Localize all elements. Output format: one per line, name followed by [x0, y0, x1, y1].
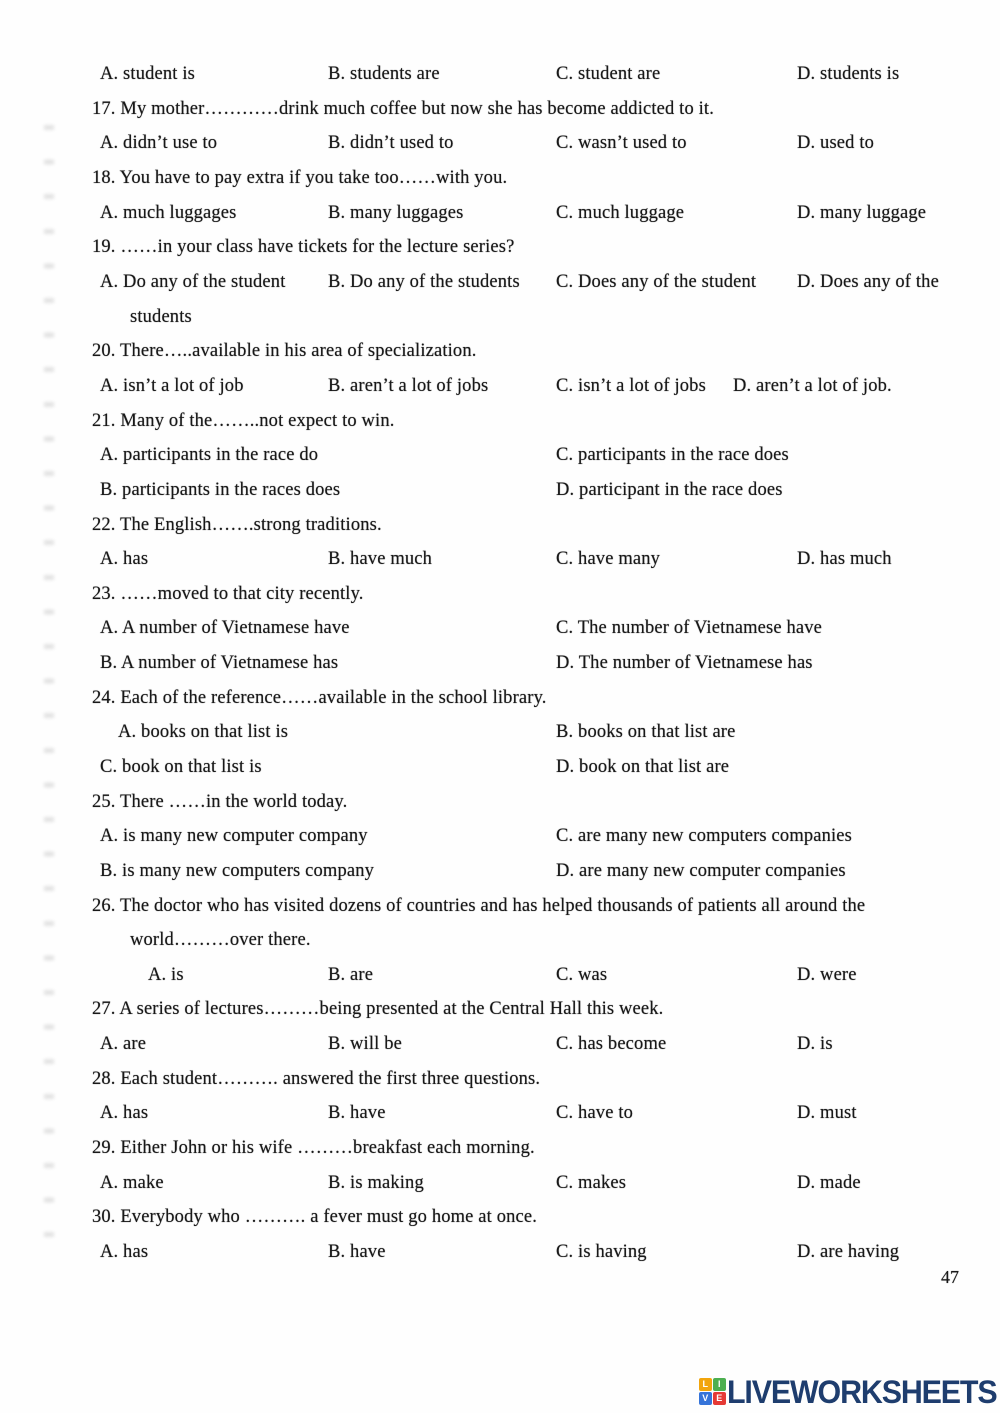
question-text: 18. You have to pay extra if you take too……with you. [92, 168, 508, 188]
liveworksheets-wordmark: LIVEWORKSHEETS [727, 1374, 997, 1410]
option-d: D. are having [797, 1242, 900, 1262]
option-b: B. have [328, 1242, 386, 1262]
text-line [0, 584, 1000, 610]
question-text: 23. ……moved to that city recently. [92, 584, 364, 604]
option-a: A. make [100, 1173, 164, 1193]
option-d: D. has much [797, 549, 892, 569]
option-b: B. books on that list are [556, 722, 736, 742]
text-line [0, 826, 1000, 852]
option-c: C. The number of Vietnamese have [556, 618, 823, 638]
option-a: A. is many new computer company [100, 826, 368, 846]
option-b: B. is many new computers company [100, 861, 375, 881]
question-text: 25. There ……in the world today. [92, 792, 348, 812]
option-c: C. isn’t a lot of jobs [556, 376, 706, 396]
option-c: C. student are [556, 64, 661, 84]
text-line [0, 549, 1000, 575]
option-b: B. are [328, 965, 374, 985]
text-line [0, 1069, 1000, 1095]
option-b: B. students are [328, 64, 440, 84]
option-a: A. isn’t a lot of job [100, 376, 244, 396]
text-line [0, 896, 1000, 922]
text-line [0, 965, 1000, 991]
text-line [0, 861, 1000, 887]
option-a: A. books on that list is [118, 722, 289, 742]
option-c: C. Does any of the student [556, 272, 757, 292]
option-b: B. Do any of the students [328, 272, 520, 292]
text-line [0, 133, 1000, 159]
option-d: D. book on that list are [556, 757, 730, 777]
option-b: B. A number of Vietnamese has [100, 653, 339, 673]
option-d: D. must [797, 1103, 857, 1123]
option-b: B. didn’t used to [328, 133, 454, 153]
text-line [0, 792, 1000, 818]
text-line [0, 480, 1000, 506]
option-c: C. wasn’t used to [556, 133, 687, 153]
option-b: B. have [328, 1103, 386, 1123]
text-line [0, 515, 1000, 541]
option-c: C. was [556, 965, 608, 985]
option-a: A. are [100, 1034, 147, 1054]
option-d: D. is [797, 1034, 833, 1054]
question-text: 27. A series of lectures………being presented at the Central Hall this week. [92, 999, 664, 1019]
text-line [0, 1138, 1000, 1164]
option-c: C. book on that list is [100, 757, 262, 777]
text-line [0, 618, 1000, 644]
text-line [0, 99, 1000, 125]
text-line [0, 203, 1000, 229]
text-line [0, 1207, 1000, 1233]
option-a: A. has [100, 1242, 149, 1262]
option-a: A. has [100, 1103, 149, 1123]
question-text: 26. The doctor who has visited dozens of countries and has helped thousands of patients all around the [92, 896, 866, 916]
option-b: B. have much [328, 549, 433, 569]
option-a: A. didn’t use to [100, 133, 218, 153]
option-a: A. much luggages [100, 203, 237, 223]
option-d: D. participant in the race does [556, 480, 783, 500]
option-d: D. made [797, 1173, 861, 1193]
text-line [0, 688, 1000, 714]
option-c: C. much luggage [556, 203, 685, 223]
text-line [0, 722, 1000, 748]
option-a: A. has [100, 549, 149, 569]
option-d: D. are many new computer companies [556, 861, 846, 881]
question-text: 20. There…..available in his area of specialization. [92, 341, 477, 361]
option-d: D. Does any of the [797, 272, 939, 292]
text-line [0, 757, 1000, 783]
option-c: C. has become [556, 1034, 667, 1054]
text-line [0, 653, 1000, 679]
question-text: 17. My mother…………drink much coffee but now she has become addicted to it. [92, 99, 715, 119]
logo-tile-e: E [713, 1392, 726, 1405]
page-number: 47 [941, 1267, 959, 1287]
text-line [0, 272, 1000, 298]
option-c: C. have many [556, 549, 661, 569]
option-c: C. is having [556, 1242, 647, 1262]
logo-tile-i: I [713, 1378, 726, 1391]
text-line [0, 999, 1000, 1025]
option-c: C. makes [556, 1173, 627, 1193]
logo-tile-v: V [699, 1392, 712, 1405]
option-d: D. students is [797, 64, 900, 84]
text-line [0, 411, 1000, 437]
text-line [0, 1242, 1000, 1268]
logo-tile-l: L [699, 1378, 712, 1391]
option-d: D. The number of Vietnamese has [556, 653, 813, 673]
question-text: 28. Each student………. answered the first three questions. [92, 1069, 541, 1089]
option-c: C. are many new computers companies [556, 826, 853, 846]
question-text: 22. The English…….strong traditions. [92, 515, 382, 535]
text-line [0, 237, 1000, 263]
option-a: A. student is [100, 64, 195, 84]
text-line [0, 1173, 1000, 1199]
question-text: 29. Either John or his wife ………breakfast each morning. [92, 1138, 535, 1158]
option-b: B. many luggages [328, 203, 464, 223]
option-b: B. aren’t a lot of jobs [328, 376, 489, 396]
text-line [0, 930, 1000, 956]
option-a: A. participants in the race do [100, 445, 319, 465]
question-text: 21. Many of the……..not expect to win. [92, 411, 395, 431]
text-line [0, 376, 1000, 402]
option-a: A. A number of Vietnamese have [100, 618, 350, 638]
text-line [0, 168, 1000, 194]
text-line [0, 1103, 1000, 1129]
text-line [0, 1034, 1000, 1060]
option-d: D. were [797, 965, 857, 985]
option-b: B. is making [328, 1173, 424, 1193]
option-b: B. participants in the races does [100, 480, 341, 500]
option-d: D. many luggage [797, 203, 927, 223]
option-c: C. participants in the race does [556, 445, 789, 465]
question-text: 24. Each of the reference……available in the school library. [92, 688, 547, 708]
question-text: 30. Everybody who ………. a fever must go home at once. [92, 1207, 538, 1227]
option-a: A. is [148, 965, 184, 985]
question-continuation: world………over there. [130, 930, 311, 950]
option-a: A. Do any of the student [100, 272, 286, 292]
liveworksheets-tiles-icon [699, 1378, 726, 1405]
question-text: 19. ……in your class have tickets for the lecture series? [92, 237, 515, 257]
text-line [0, 341, 1000, 367]
question-continuation: students [130, 307, 192, 327]
text-line [0, 445, 1000, 471]
option-c: C. have to [556, 1103, 634, 1123]
text-line [0, 307, 1000, 333]
option-d: D. aren’t a lot of job. [733, 376, 892, 396]
option-d: D. used to [797, 133, 875, 153]
option-b: B. will be [328, 1034, 402, 1054]
text-line [0, 64, 1000, 90]
